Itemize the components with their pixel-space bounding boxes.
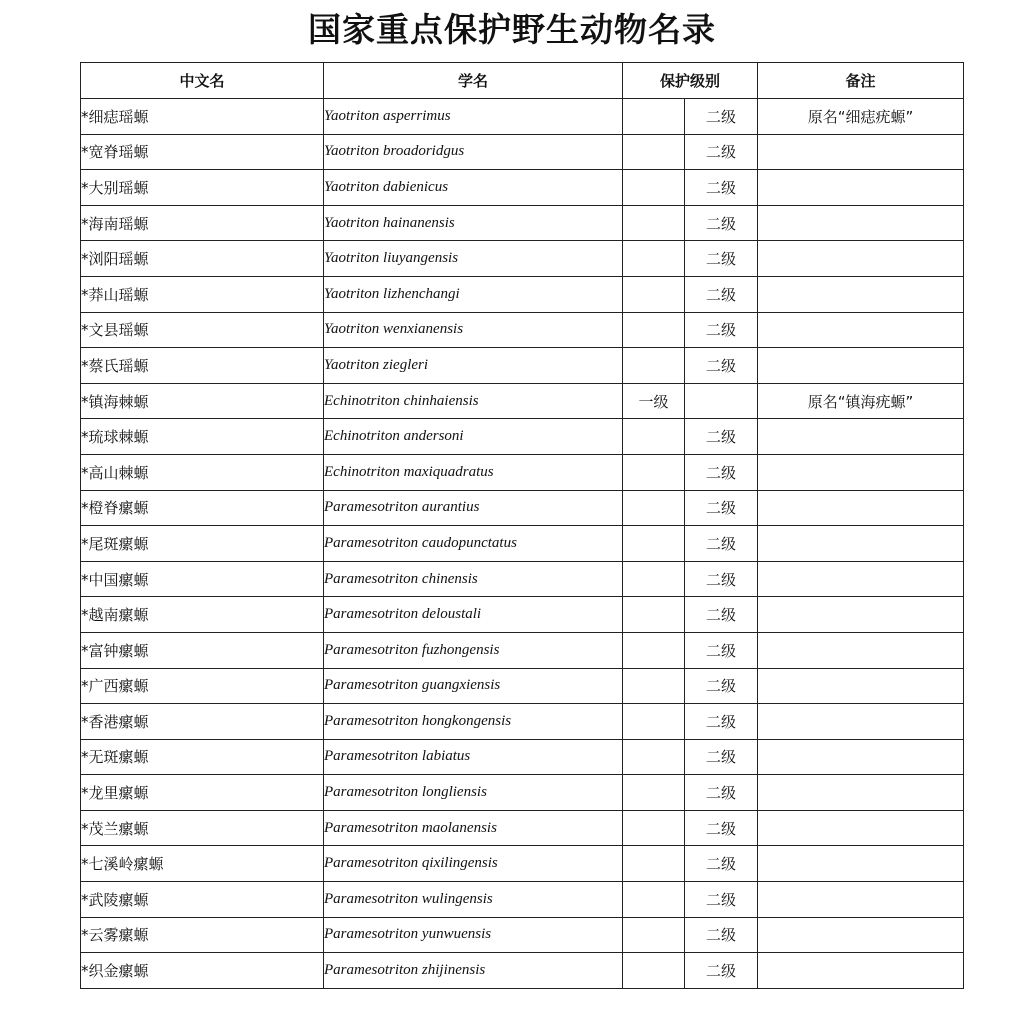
scientific-name-cell: Paramesotriton guangxiensis [324,668,623,704]
chinese-name-cell: *云雾瘰螈 [81,917,324,953]
scientific-name-cell: Yaotriton liuyangensis [324,241,623,277]
level-two-cell: 二级 [685,632,758,668]
remarks-cell [758,882,964,918]
remarks-cell [758,419,964,455]
level-one-cell [623,561,685,597]
chinese-name-cell: *大别瑶螈 [81,170,324,206]
scientific-name-cell: Paramesotriton zhijinensis [324,953,623,989]
chinese-name-cell: *镇海棘螈 [81,383,324,419]
table-row [81,348,964,384]
table-row [81,775,964,811]
level-one-cell [623,134,685,170]
document-title: 国家重点保护野生动物名录 [308,10,716,49]
chinese-name-cell: *高山棘螈 [81,454,324,490]
chinese-name-cell: *广西瘰螈 [81,668,324,704]
scientific-name-cell: Paramesotriton wulingensis [324,882,623,918]
level-one-cell [623,348,685,384]
table-row [81,454,964,490]
remarks-cell [758,312,964,348]
remarks-cell [758,739,964,775]
level-two-cell: 二级 [685,99,758,135]
table-row [81,704,964,740]
table-row [81,917,964,953]
level-two-cell: 二级 [685,917,758,953]
level-one-cell [623,312,685,348]
table-row [81,134,964,170]
level-two-cell: 二级 [685,882,758,918]
level-one-cell [623,99,685,135]
level-one-cell [623,205,685,241]
remarks-cell [758,632,964,668]
scientific-name-cell: Echinotriton andersoni [324,419,623,455]
chinese-name-cell: *越南瘰螈 [81,597,324,633]
level-two-cell: 二级 [685,348,758,384]
remarks-cell [758,276,964,312]
table-row [81,205,964,241]
table-row [81,597,964,633]
level-two-cell: 二级 [685,134,758,170]
level-two-cell: 二级 [685,704,758,740]
remarks-cell [758,348,964,384]
chinese-name-cell: *宽脊瑶螈 [81,134,324,170]
level-one-cell [623,953,685,989]
remarks-cell [758,526,964,562]
chinese-name-cell: *文县瑶螈 [81,312,324,348]
level-one-cell [623,739,685,775]
level-one-cell [623,419,685,455]
scientific-name-cell: Paramesotriton chinensis [324,561,623,597]
header-chinese-name: 中文名 [81,63,324,99]
remarks-cell [758,170,964,206]
level-one-cell [623,704,685,740]
level-one-cell [623,810,685,846]
level-one-cell [623,170,685,206]
table-row [81,276,964,312]
remarks-cell [758,775,964,811]
chinese-name-cell: *蔡氏瑶螈 [81,348,324,384]
chinese-name-cell: *细痣瑶螈 [81,99,324,135]
level-two-cell: 二级 [685,810,758,846]
table-row [81,99,964,135]
chinese-name-cell: *七溪岭瘰螈 [81,846,324,882]
table-row [81,526,964,562]
level-two-cell: 二级 [685,561,758,597]
chinese-name-cell: *橙脊瘰螈 [81,490,324,526]
level-one-cell [623,846,685,882]
table-body [81,99,964,989]
level-one-cell [623,276,685,312]
level-one-cell [623,882,685,918]
header-protection-level: 保护级别 [623,63,758,99]
level-two-cell: 二级 [685,205,758,241]
remarks-cell [758,134,964,170]
remarks-cell [758,810,964,846]
table-row [81,419,964,455]
chinese-name-cell: *浏阳瑶螈 [81,241,324,277]
chinese-name-cell: *织金瘰螈 [81,953,324,989]
level-two-cell: 二级 [685,170,758,206]
level-one-cell [623,597,685,633]
header-scientific-name: 学名 [324,63,623,99]
remarks-cell [758,490,964,526]
level-one-cell [623,917,685,953]
scientific-name-cell: Paramesotriton longliensis [324,775,623,811]
scientific-name-cell: Yaotriton lizhenchangi [324,276,623,312]
level-two-cell: 二级 [685,953,758,989]
chinese-name-cell: *莽山瑶螈 [81,276,324,312]
remarks-cell: 原名“细痣疣螈” [758,99,964,135]
header-remarks: 备注 [758,63,964,99]
table-row [81,953,964,989]
table-row [81,241,964,277]
scientific-name-cell: Yaotriton ziegleri [324,348,623,384]
chinese-name-cell: *中国瘰螈 [81,561,324,597]
table-row [81,312,964,348]
scientific-name-cell: Paramesotriton aurantius [324,490,623,526]
scientific-name-cell: Paramesotriton hongkongensis [324,704,623,740]
header-row [81,63,964,99]
level-two-cell: 二级 [685,454,758,490]
level-two-cell: 二级 [685,419,758,455]
remarks-cell [758,597,964,633]
scientific-name-cell: Yaotriton wenxianensis [324,312,623,348]
chinese-name-cell: *尾斑瘰螈 [81,526,324,562]
species-table [80,62,964,989]
level-one-cell [623,490,685,526]
table-row [81,561,964,597]
scientific-name-cell: Echinotriton chinhaiensis [324,383,623,419]
chinese-name-cell: *无斑瘰螈 [81,739,324,775]
remarks-cell [758,704,964,740]
level-one-cell [623,632,685,668]
level-one-cell [623,241,685,277]
level-one-cell [623,775,685,811]
scientific-name-cell: Paramesotriton deloustali [324,597,623,633]
table-row [81,632,964,668]
chinese-name-cell: *茂兰瘰螈 [81,810,324,846]
remarks-cell [758,205,964,241]
table-row [81,668,964,704]
scientific-name-cell: Paramesotriton caudopunctatus [324,526,623,562]
table-row [81,846,964,882]
level-one-cell [623,668,685,704]
level-two-cell: 二级 [685,490,758,526]
scientific-name-cell: Yaotriton dabienicus [324,170,623,206]
level-two-cell: 二级 [685,276,758,312]
level-one-cell: 一级 [623,383,685,419]
level-two-cell: 二级 [685,739,758,775]
level-two-cell: 二级 [685,775,758,811]
scientific-name-cell: Paramesotriton yunwuensis [324,917,623,953]
scientific-name-cell: Paramesotriton qixilingensis [324,846,623,882]
remarks-cell [758,241,964,277]
chinese-name-cell: *琉球棘螈 [81,419,324,455]
level-two-cell [685,383,758,419]
chinese-name-cell: *富钟瘰螈 [81,632,324,668]
level-two-cell: 二级 [685,597,758,633]
level-two-cell: 二级 [685,846,758,882]
remarks-cell [758,917,964,953]
table-row [81,810,964,846]
level-two-cell: 二级 [685,668,758,704]
remarks-cell: 原名“镇海疣螈” [758,383,964,419]
scientific-name-cell: Yaotriton hainanensis [324,205,623,241]
level-one-cell [623,454,685,490]
scientific-name-cell: Echinotriton maxiquadratus [324,454,623,490]
chinese-name-cell: *武陵瘰螈 [81,882,324,918]
chinese-name-cell: *香港瘰螈 [81,704,324,740]
level-one-cell [623,526,685,562]
chinese-name-cell: *龙里瘰螈 [81,775,324,811]
scientific-name-cell: Paramesotriton fuzhongensis [324,632,623,668]
level-two-cell: 二级 [685,241,758,277]
table-row [81,882,964,918]
scientific-name-cell: Yaotriton asperrimus [324,99,623,135]
scientific-name-cell: Paramesotriton maolanensis [324,810,623,846]
remarks-cell [758,846,964,882]
table-row [81,383,964,419]
level-two-cell: 二级 [685,312,758,348]
scientific-name-cell: Paramesotriton labiatus [324,739,623,775]
table-row [81,739,964,775]
remarks-cell [758,561,964,597]
chinese-name-cell: *海南瑶螈 [81,205,324,241]
scientific-name-cell: Yaotriton broadoridgus [324,134,623,170]
remarks-cell [758,454,964,490]
table-row [81,490,964,526]
remarks-cell [758,668,964,704]
remarks-cell [758,953,964,989]
table-row [81,170,964,206]
level-two-cell: 二级 [685,526,758,562]
